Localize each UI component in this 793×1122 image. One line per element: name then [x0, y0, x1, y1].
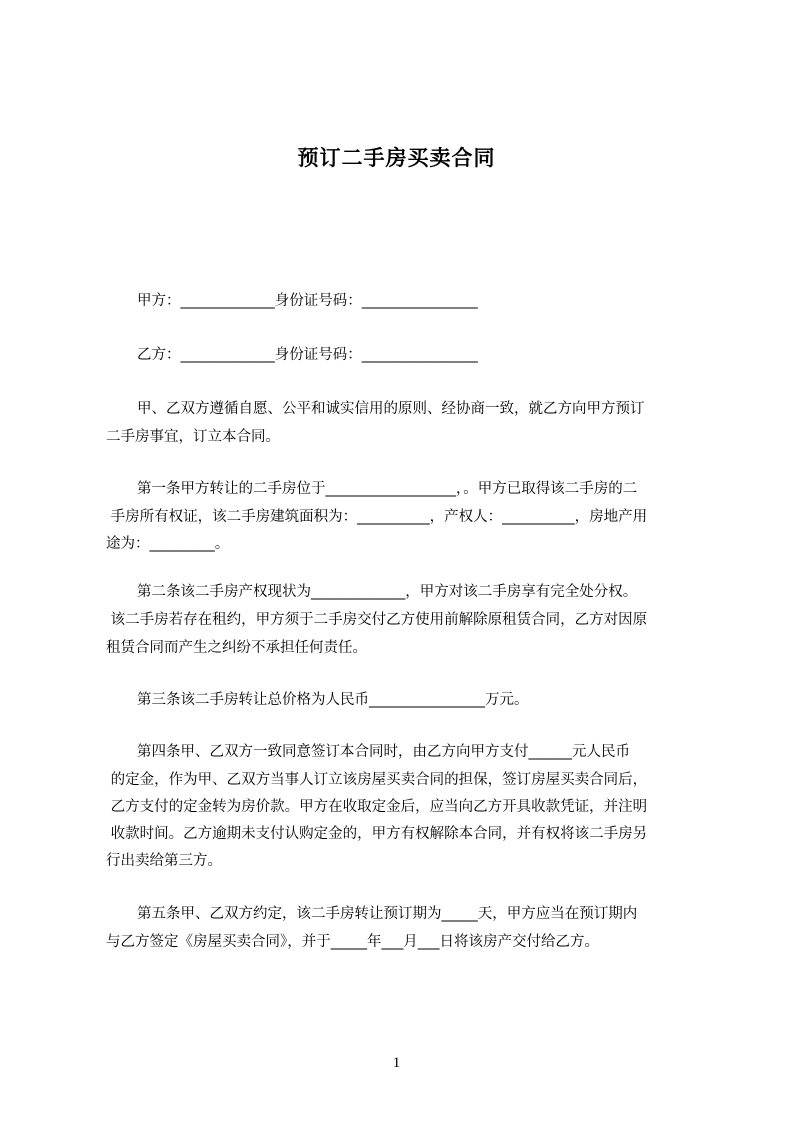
article-4-line-4: 收款时间。乙方逾期未支付认购定金的，甲方有权解除本合同，并有权将该二手房另: [106, 826, 648, 842]
article-5-line-1: 第五条甲、乙双方约定，该二手房转让预订期为_____天，甲方应当在预订期内: [137, 906, 638, 922]
article-5-line-2: 与乙方签定《房屋买卖合同》，并于_____年___月___日将该房产交付给乙方。: [106, 934, 599, 950]
party-b-line: 乙方：_____________身份证号码：________________: [137, 347, 478, 363]
article-2-line-2: 该二手房若存在租约，甲方须于二手房交付乙方使用前解除原租赁合同，乙方对因原: [106, 612, 648, 628]
article-4-line-1: 第四条甲、乙双方一致同意签订本合同时，由乙方向甲方支付______元人民币: [137, 744, 630, 760]
article-2-line-1: 第二条该二手房产权现状为_____________，甲方对该二手房享有完全处分权。: [137, 584, 638, 600]
page-number: 1: [392, 1055, 401, 1071]
article-2-line-3: 租赁合同而产生之纠纷不承担任何责任。: [106, 640, 367, 656]
preamble-line-2: 二手房事宜，订立本合同。: [106, 429, 280, 445]
party-a-line: 甲方：_____________身份证号码：________________: [137, 293, 478, 309]
article-4-line-2: 的定金，作为甲、乙双方当事人订立该房屋买卖合同的担保，签订房屋买卖合同后，: [106, 772, 648, 788]
article-1-line-3: 途为：_________。: [106, 536, 230, 552]
document-title: 预订二手房买卖合同: [297, 146, 496, 170]
preamble-line-1: 甲、乙双方遵循自愿、公平和诚实信用的原则、经协商一致，就乙方向甲方预订: [137, 401, 645, 417]
article-4-line-3: 乙方支付的定金转为房价款。甲方在收取定金后，应当向乙方开具收款凭证，并注明: [106, 799, 648, 815]
article-4-line-5: 行出卖给第三方。: [106, 853, 222, 869]
article-3-line-1: 第三条该二手房转让总价格为人民币________________万元。: [137, 692, 529, 708]
article-1-line-1: 第一条甲方转让的二手房位于__________________，。甲方已取得该二手房的二: [137, 481, 638, 497]
article-1-line-2: 手房所有权证，该二手房建筑面积为：__________，产权人：__________，房地产用: [106, 509, 648, 525]
